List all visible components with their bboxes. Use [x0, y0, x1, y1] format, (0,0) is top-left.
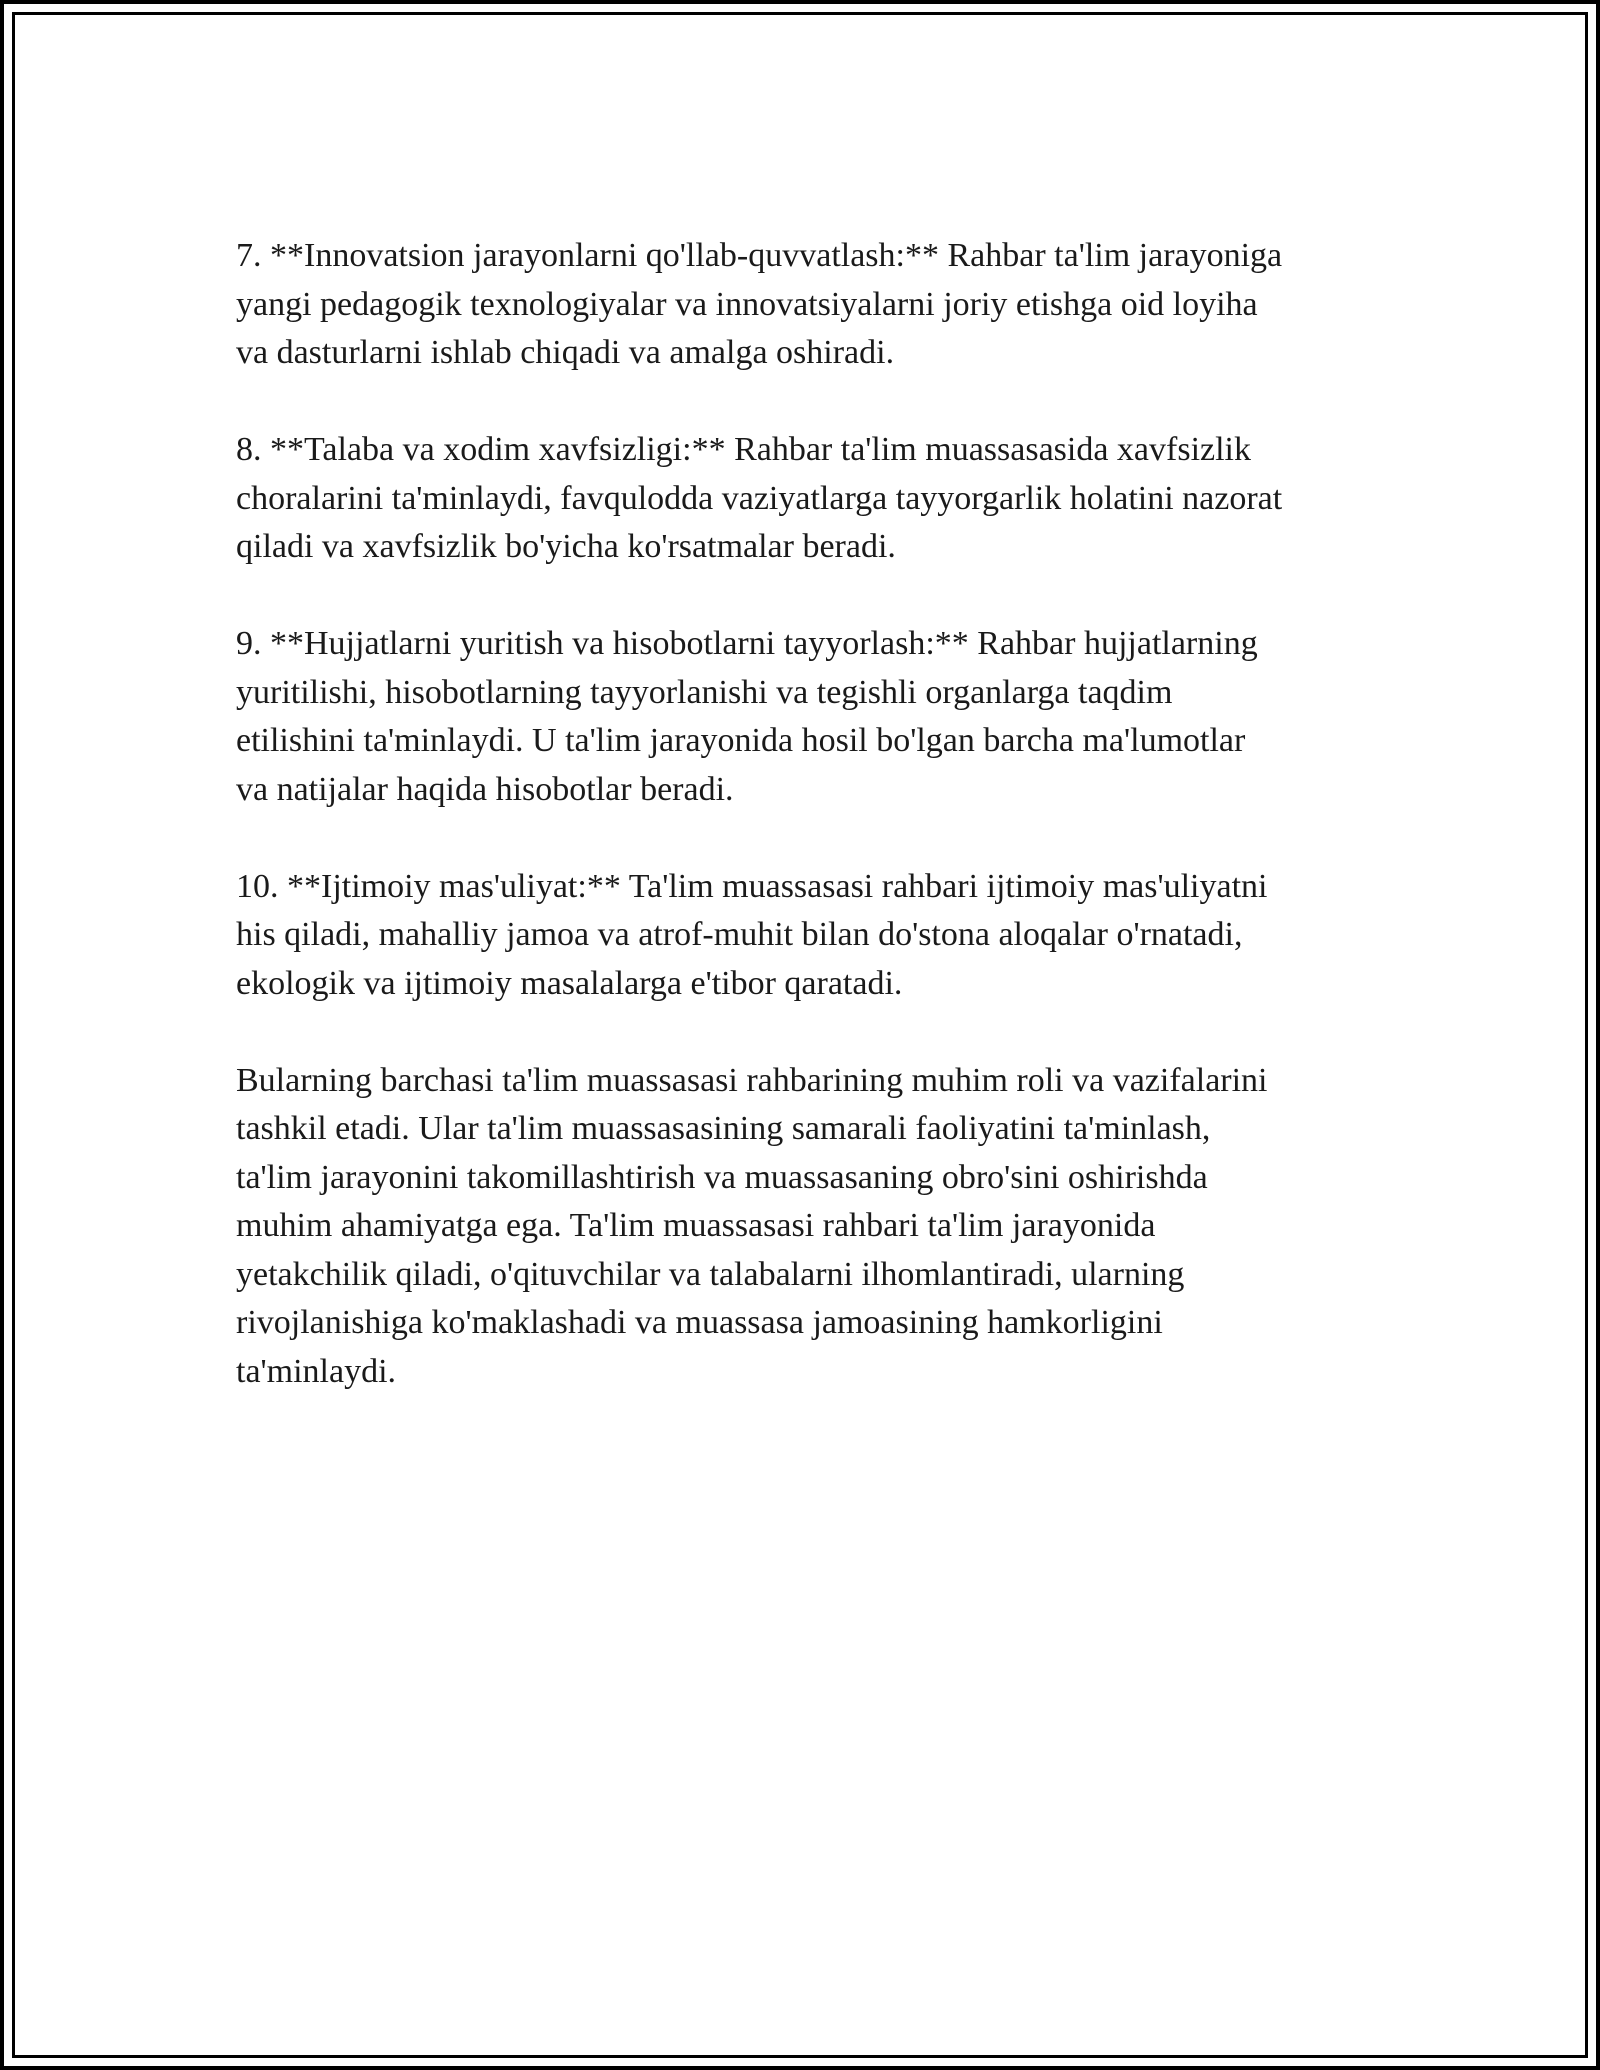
- text-line: 10. **Ijtimoiy mas'uliyat:** Ta'lim muassasasi rahbari ijtimoiy mas'uliyatni: [236, 867, 1268, 905]
- text-line: muhim ahamiyatga ega. Ta'lim muassasasi rahbari ta'lim jarayonida: [236, 1207, 1156, 1244]
- text-line: ekologik va ijtimoiy masalalarga e'tibor qaratadi.: [236, 964, 903, 1002]
- text-line: his qiladi, mahalliy jamoa va atrof-muhit bilan do'stona aloqalar o'rnatadi,: [236, 916, 1243, 953]
- text-line: va dasturlarni ishlab chiqadi va amalga oshiradi.: [236, 334, 895, 371]
- text-line: yetakchilik qiladi, o'qituvchilar va talabalarni ilhomlantiradi, ularning: [236, 1255, 1185, 1293]
- text-line: Bularning barchasi ta'lim muassasasi rahbarining muhim roli va vazifalarini: [236, 1061, 1268, 1099]
- text-line: yangi pedagogik texnologiyalar va innovatsiyalarni joriy etishga oid loyiha: [236, 285, 1258, 323]
- text-line: rivojlanishiga ko'maklashadi va muassasa jamoasining hamkorligini: [236, 1304, 1163, 1341]
- text-line: 9. **Hujjatlarni yuritish va hisobotlarni tayyorlash:** Rahbar hujjatlarning: [236, 625, 1258, 662]
- text-line: ta'minlaydi.: [236, 1352, 397, 1390]
- text-line: qiladi va xavfsizlik bo'yicha ko'rsatmalar beradi.: [236, 528, 896, 565]
- paragraph-8-safety: [236, 426, 1396, 572]
- text-line: choralarini ta'minlaydi, favqulodda vaziyatlarga tayyorgarlik holatini nazorat: [236, 479, 1283, 517]
- paragraph-7-innovation-support: [236, 232, 1396, 378]
- paragraph-10-social-responsibility: [236, 863, 1396, 1009]
- text-line: yuritilishi, hisobotlarning tayyorlanishi va tegishli organlarga taqdim: [236, 673, 1173, 711]
- text-line: va natijalar haqida hisobotlar beradi.: [236, 770, 734, 808]
- document-body: [236, 232, 1396, 1445]
- text-line: 7. **Innovatsion jarayonlarni qo'llab-quvvatlash:** Rahbar ta'lim jarayoniga: [236, 237, 1283, 274]
- text-line: 8. **Talaba va xodim xavfsizligi:** Rahbar ta'lim muassasasida xavfsizlik: [236, 431, 1252, 468]
- paragraph-9-documents-reports: [236, 620, 1396, 814]
- text-line: etilishini ta'minlaydi. U ta'lim jarayonida hosil bo'lgan barcha ma'lumotlar: [236, 722, 1246, 759]
- text-line: tashkil etadi. Ular ta'lim muassasasining samarali faoliyatini ta'minlash,: [236, 1110, 1211, 1147]
- text-line: ta'lim jarayonini takomillashtirish va muassasaning obro'sini oshirishda: [236, 1158, 1208, 1196]
- paragraph-summary: [236, 1057, 1396, 1397]
